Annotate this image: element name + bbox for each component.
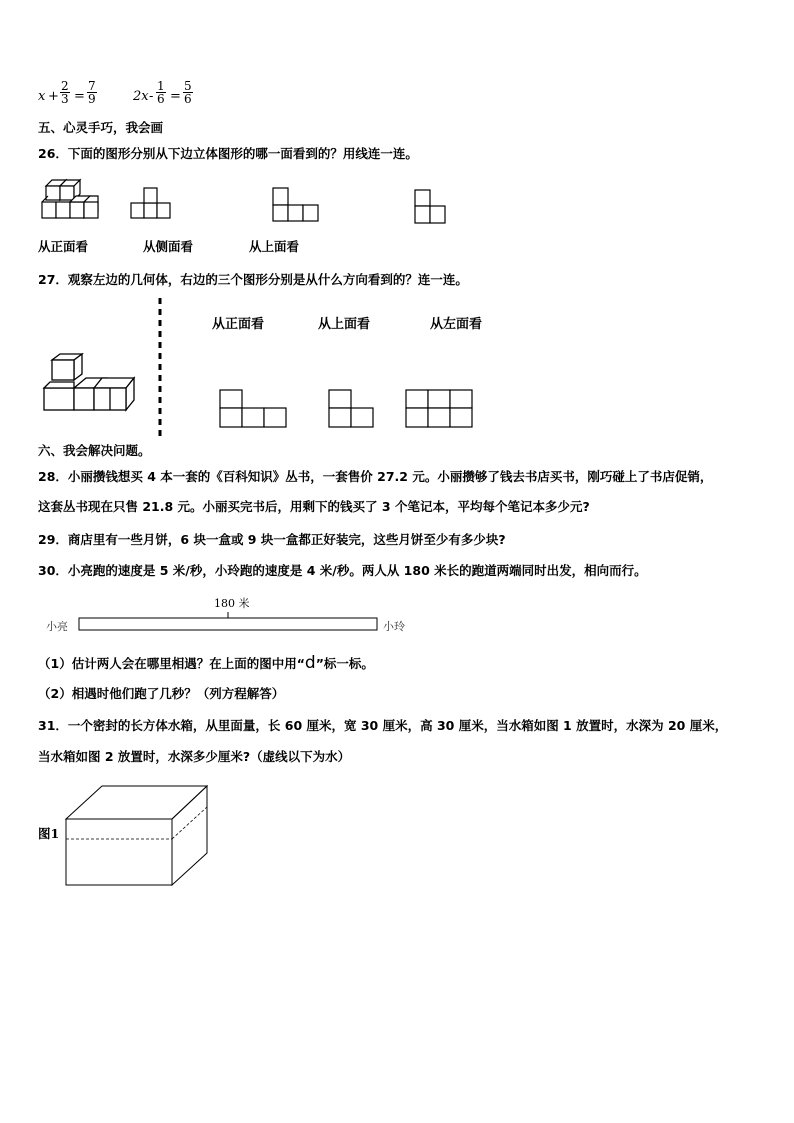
q27-view-shape-3 — [405, 389, 475, 429]
eq2-result-denominator: 6 — [184, 92, 192, 106]
eq1-equals: = — [74, 89, 85, 104]
q26-solid-cubes — [40, 180, 100, 222]
section-5-title: 五、心灵手巧，我会画 — [38, 120, 164, 135]
sub1-mark: d — [304, 653, 316, 673]
question-28-line-1: 28．小丽攒钱想买 4 本一套的《百科知识》丛书，一套售价 27.2 元。小丽攒够了钱去书店买书，刚巧碰上了书店促销， — [38, 469, 713, 484]
q27-view-label-front: 从正面看 — [212, 317, 265, 332]
eq2-equals: = — [170, 89, 181, 104]
q27-dashed-divider — [156, 298, 164, 440]
q27-view-shape-2 — [328, 389, 376, 429]
eq2-op: - — [149, 89, 154, 104]
q26-view-label-front: 从正面看 — [38, 239, 89, 254]
eq1-denominator: 3 — [61, 92, 69, 106]
sub1-post: ”标一标。 — [315, 656, 374, 671]
q27-view-shape-1 — [219, 389, 289, 429]
eq2-denominator: 6 — [157, 92, 165, 106]
sub1-pre: （1）估计两人会在哪里相遇？在上面的图中用“ — [38, 656, 305, 671]
q26-view-shape-1 — [130, 186, 172, 220]
eq1-result-numerator: 7 — [88, 79, 96, 93]
water-tank-figure-1 — [64, 785, 210, 889]
question-30-sub-2: （2）相遇时他们跑了几秒？（列方程解答） — [38, 686, 285, 701]
eq1-var: x — [38, 89, 46, 104]
figure-1-label: 图1 — [38, 826, 60, 841]
question-28-line-2: 这套丛书现在只售 21.8 元。小丽买完书后，用剩下的钱买了 3 个笔记本，平均每个笔记本多少元? — [38, 499, 590, 514]
q27-view-label-top: 从上面看 — [318, 317, 371, 332]
track-distance-label: 180 米 — [214, 597, 250, 610]
question-30-sub-1 — [38, 655, 374, 672]
track-right-name: 小玲 — [383, 620, 405, 633]
eq2-numerator: 1 — [157, 79, 165, 93]
section-6-title: 六、我会解决问题。 — [38, 443, 151, 458]
running-track-diagram — [78, 610, 380, 634]
question-30-text: 30．小亮跑的速度是 5 米/秒，小玲跑的速度是 4 米/秒。两人从 180 米长的跑道两端同时出发，相向而行。 — [38, 563, 647, 578]
question-27-text: 27．观察左边的几何体，右边的三个图形分别是从什么方向看到的？连一连。 — [38, 272, 468, 287]
question-31-line-1: 31．一个密封的长方体水箱，从里面量，长 60 厘米，宽 30 厘米，高 30 厘米，当水箱如图 1 放置时，水深为 20 厘米， — [38, 718, 728, 733]
q26-view-label-side: 从侧面看 — [143, 239, 194, 254]
question-29-text: 29．商店里有一些月饼，6 块一盒或 9 块一盒都正好装完，这些月饼至少有多少块? — [38, 532, 506, 547]
eq2-var: 2x — [133, 89, 149, 104]
eq1-op: + — [48, 89, 59, 104]
q27-view-label-left: 从左面看 — [430, 317, 483, 332]
q26-view-shape-3 — [414, 189, 448, 225]
question-31-line-2: 当水箱如图 2 放置时，水深多少厘米?（虚线以下为水） — [38, 749, 351, 764]
eq2-fraction — [156, 80, 166, 105]
eq1-fraction — [60, 80, 70, 105]
q26-view-shape-2 — [272, 187, 320, 223]
q26-view-label-top: 从上面看 — [249, 239, 300, 254]
q27-solid-cubes — [42, 352, 142, 414]
eq2-result-fraction — [183, 80, 193, 105]
question-26-text: 26．下面的图形分别从下边立体图形的哪一面看到的？用线连一连。 — [38, 146, 418, 161]
eq1-numerator: 2 — [61, 79, 69, 93]
eq2-result-numerator: 5 — [184, 79, 192, 93]
track-left-name: 小亮 — [46, 620, 68, 633]
eq1-result-denominator: 9 — [88, 92, 96, 106]
eq1-result-fraction — [87, 80, 97, 105]
